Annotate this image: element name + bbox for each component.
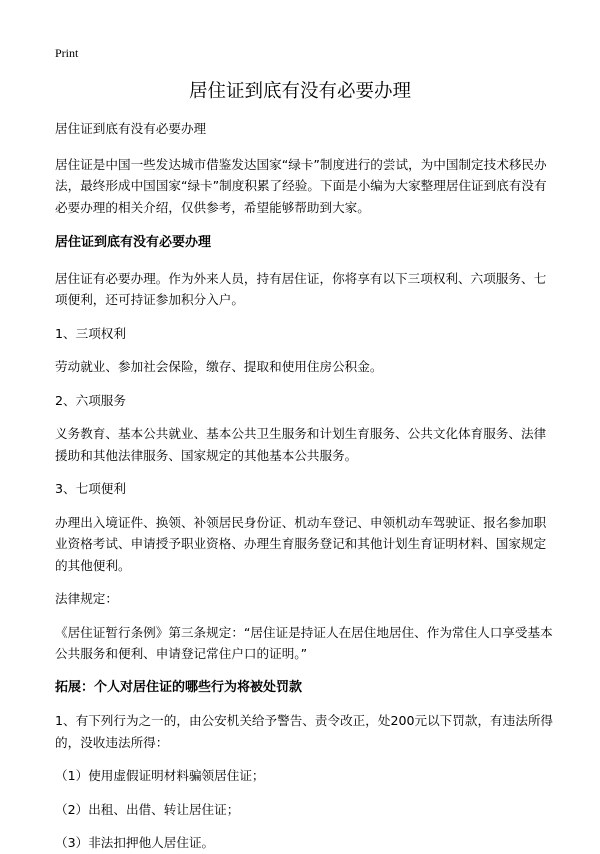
section-paragraph-2: 1、有下列行为之一的，由公安机关给予警告、责令改正，处200元以下罚款，有违法所得的，没收违法所得：	[55, 713, 554, 750]
law-text: 《居住证暂行条例》第三条规定：“居住证是持证人在居住地居住、作为常住人口享受基本公共服务和便利、申请登记常住户口的证明。”	[55, 624, 553, 661]
section-heading-2: 拓展：个人对居住证的哪些行为将被处罚款	[55, 679, 303, 695]
intro-paragraph: 居住证是中国一些发达城市借鉴发达国家“绿卡”制度进行的尝试，为中国制定技术移民办法，最终形成中国国家“绿卡”制度积累了经验。下面是小编为大家整理居住证到底有没有必要办理的相关介绍，仅供参考，希望能够帮助到大家。	[55, 156, 547, 215]
section-heading-1: 居住证到底有没有必要办理	[55, 235, 212, 250]
item-title-services: 2、六项服务	[55, 392, 126, 408]
item-text-conveniences: 办理出入境证件、换领、补领居民身份证、机动车登记、申领机动车驾驶证、报名参加职业资格考试、申请授予职业资格、办理生育服务登记和其他计划生育证明材料、国家规定的其他便利。	[55, 514, 547, 573]
item-title-rights: 1、三项权利	[55, 325, 126, 341]
law-label: 法律规定：	[55, 591, 118, 606]
sub-item-2: （2）出租、出借、转让居住证；	[55, 801, 240, 817]
sub-item-1: （1）使用虚假证明材料骗领居住证；	[55, 768, 265, 783]
item-title-conveniences: 3、七项便利	[55, 481, 126, 496]
print-label: Print	[55, 46, 79, 60]
page-title: 居住证到底有没有必要办理	[188, 81, 411, 102]
sub-item-3: （3）非法扣押他人居住证。	[55, 835, 215, 850]
intro-heading: 居住证到底有没有必要办理	[55, 121, 207, 136]
item-text-services: 义务教育、基本公共就业、基本公共卫生服务和计划生育服务、公共文化体育服务、法律援助和其他法律服务、国家规定的其他基本公共服务。	[55, 426, 547, 463]
document-body	[55, 118, 555, 854]
item-text-rights: 劳动就业、参加社会保险，缴存、提取和使用住房公积金。	[55, 359, 383, 374]
section-paragraph-1: 居住证有必要办理。作为外来人员，持有居住证，你将享有以下三项权利、六项服务、七项便利，还可持证参加积分入户。	[55, 270, 547, 307]
